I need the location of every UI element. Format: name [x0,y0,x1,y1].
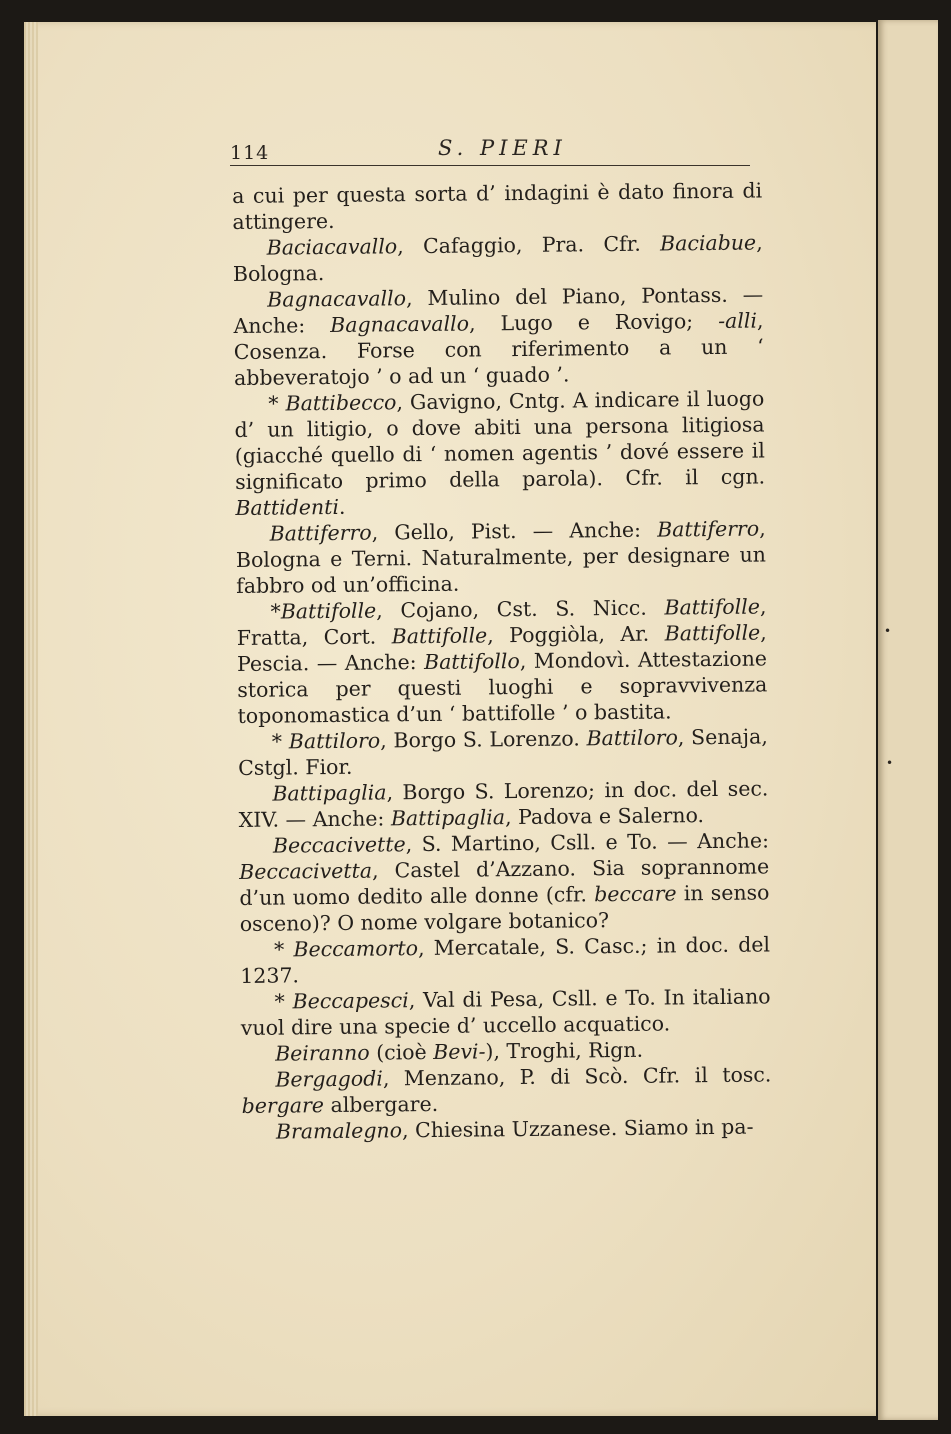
text-run: , Borgo S. Lorenzo; in doc. del sec. XIV. — Anche: [238,776,769,832]
text-run: , Padova e Salerno. [504,803,705,830]
entry-paragraph [240,931,771,989]
text-run: , Menzano, P. di Scò. Cfr. il tosc. [382,1062,772,1091]
text-run: , Fratta, Cort. [236,594,767,650]
text-run: , Mondovì. Attestazione storica per questi luoghi e sopravvivenza toponomastica d’un ‘ battifolle ’ o bastita. [237,646,768,728]
text-run: , Cafaggio, Pra. Cfr. [397,231,661,259]
margin-mark: • [884,624,892,638]
italic-term: Baciabue [659,230,757,256]
italic-term: Battipaglia [390,805,506,831]
text-run: (cioè [369,1039,434,1065]
body-text [232,177,772,1144]
italic-term: Battipaglia [272,780,387,806]
text-run: a cui per questa sorta d’ indagini è dato finora di attingere. [232,178,763,234]
text-run: , Mulino del Piano, Pontass. — Anche: [233,282,764,338]
italic-term: Battifolle [391,623,488,649]
text-run: , Bologna. [232,230,763,286]
italic-term: Beccapesci [292,988,409,1014]
entry-paragraph [239,827,770,937]
text-run: * [271,729,289,754]
entry-paragraph [232,177,763,235]
text-run: * [274,989,293,1014]
margin-mark: • [886,756,894,770]
italic-term: beccare [594,881,677,907]
italic-term: Bagnacavallo [330,311,470,337]
italic-term: Bergagodi [275,1066,384,1092]
page-header [230,132,750,166]
text-run: , Val di Pesa, Csll. e To. In italiano vuol dire una specie d’ uccello acquatico. [240,984,771,1040]
italic-term: Battifollo [423,649,520,675]
italic-term: Beccacivetta [239,858,373,884]
page-number: 114 [230,142,270,164]
entry-paragraph [234,385,765,521]
entry-paragraph [242,1113,772,1145]
italic-term: Battiferro [269,520,372,546]
italic-term: -alli [718,308,758,333]
text-run: , Senaja, Cstgl. Fior. [238,724,768,780]
italic-term: Battiloro [288,728,381,754]
entry-paragraph [236,515,767,599]
text-run: albergare. [323,1091,439,1118]
text-run: , Mercatale, S. Casc.; in doc. del 1237. [240,932,771,988]
italic-term: bergare [241,1093,325,1118]
text-run: . [338,494,346,519]
text-run: * [273,937,294,962]
text-run: , Gavigno, Cntg. A indicare il luogo d’ un litigio, o dove abiti una persona litigiosa (giacché quello di ‘ nomen agentis ’ dové essere il significato primo della parola). Cfr. il cgn. [234,386,766,494]
entry-paragraph [238,775,769,833]
text-run: in senso osceno)? O nome volgare botanico? [239,880,770,936]
italic-term: Beccamorto [293,936,419,962]
text-run: , Castel d’Azzano. Sia soprannome d’un uomo dedito alle donne (cfr. [239,854,770,910]
text-run: ), Troghi, Rign. [485,1037,644,1064]
text-run: , Borgo S. Lorenzo. [380,726,587,753]
text-run: , Poggiòla, Ar. [487,621,665,648]
italic-term: Battifolle [664,620,761,646]
italic-term: Bevi- [433,1039,486,1064]
italic-term: Bagnacavallo [267,286,407,312]
text-run: , Bologna e Terni. Naturalmente, per designare un fabbro od un’officina. [235,516,767,598]
entry-paragraph [233,281,764,391]
italic-term: Baciacavallo [266,234,398,260]
italic-term: Battifolle [280,598,377,624]
header-rule [230,165,750,166]
italic-term: Battidenti [235,494,340,520]
entry-paragraph [241,1061,772,1119]
entry-paragraph [240,983,771,1041]
italic-term: Beiranno [274,1040,370,1066]
italic-term: Battifolle [664,594,761,620]
italic-term: Battiloro [586,725,678,751]
facing-page-edge [878,20,938,1420]
italic-term: Battiferro [657,516,760,542]
page-stack-edges [24,22,38,1416]
entry-paragraph [233,229,764,287]
text-run: , Pescia. — Anche: [236,620,767,676]
text-run: * [270,599,281,624]
entry-paragraph [236,593,767,729]
text-run: , Lugo e Rovigo; [468,308,719,336]
text-run: , S. Martino, Csll. e To. — Anche: [405,828,770,857]
italic-term: Beccacivette [272,832,406,858]
running-head: S. PIERI [438,136,567,160]
text-run: , Gello, Pist. — Anche: [371,517,658,545]
text-run: * [268,391,286,416]
text-run: , Chiesina Uzzanese. Siamo in pa- [401,1114,754,1143]
italic-term: Battibecco [285,390,397,416]
text-run: , Cosenza. Forse con riferimento a un ‘ abbeveratojo ’ o ad un ‘ guado ’. [233,308,764,390]
italic-term: Bramalegno [275,1118,403,1144]
text-run: , Cojano, Cst. S. Nicc. [376,595,665,623]
entry-paragraph [238,723,769,781]
